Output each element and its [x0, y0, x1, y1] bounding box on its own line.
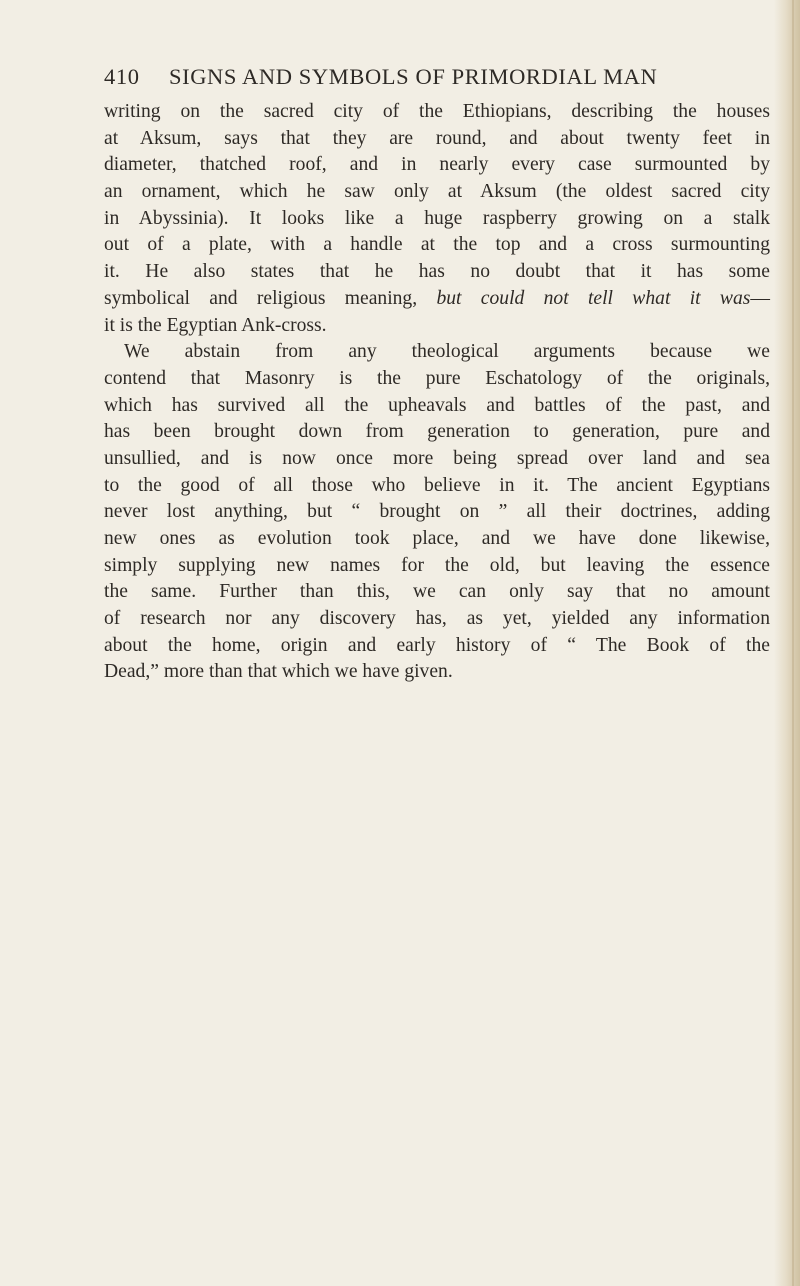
text-line: has been brought down from generation to generation, pure and — [104, 421, 770, 443]
text-run: — — [750, 287, 770, 309]
text-line: the same. Further than this, we can only say that no amount — [104, 581, 770, 603]
text-line: never lost anything, but “ brought on ” all their doctrines, adding — [104, 501, 770, 523]
text-run: symbolical and religious meaning, — [104, 287, 437, 309]
text-line: it. He also states that he has no doubt that it has some — [104, 261, 770, 283]
text-line: contend that Masonry is the pure Eschatology of the originals, — [104, 367, 770, 389]
text-line: of research nor any discovery has, as yet, yielded any information — [104, 608, 770, 630]
text-line: unsullied, and is now once more being spread over land and sea — [104, 447, 770, 469]
text-line: in Abyssinia). It looks like a huge raspberry growing on a stalk — [104, 207, 770, 229]
text-line-with-italic — [104, 286, 770, 313]
text-line: it is the Egyptian Ank-cross. — [104, 314, 327, 336]
text-line: Dead,” more than that which we have given. — [104, 661, 453, 683]
page-edge-shadow — [774, 0, 800, 1286]
page-number: 410 — [104, 64, 140, 89]
text-line: new ones as evolution took place, and we have done likewise, — [104, 528, 770, 549]
page-edge-line — [792, 0, 794, 1286]
text-line: We abstain from any theological arguments because we — [124, 341, 770, 363]
running-title: SIGNS AND SYMBOLS OF PRIMORDIAL MAN — [169, 64, 658, 89]
text-line: diameter, thatched roof, and in nearly every case surmounted by — [104, 154, 770, 176]
text-line: writing on the sacred city of the Ethiopians, describing the houses — [104, 101, 770, 122]
text-line: to the good of all those who believe in it. The ancient Egyptians — [104, 474, 770, 496]
running-head — [104, 64, 768, 98]
text-line: about the home, origin and early history of “ The Book of the — [104, 634, 770, 656]
text-line: an ornament, which he saw only at Aksum (the oldest sacred city — [104, 181, 770, 203]
text-line: out of a plate, with a handle at the top and a cross surmounting — [104, 234, 770, 256]
text-line: at Aksum, says that they are round, and about twenty feet in — [104, 127, 770, 149]
text-line: simply supplying new names for the old, but leaving the essence — [104, 554, 770, 576]
text-line: which has survived all the upheavals and battles of the past, and — [104, 394, 770, 416]
body-text — [104, 99, 770, 686]
italic-phrase: but could not tell what it was — [436, 287, 751, 309]
